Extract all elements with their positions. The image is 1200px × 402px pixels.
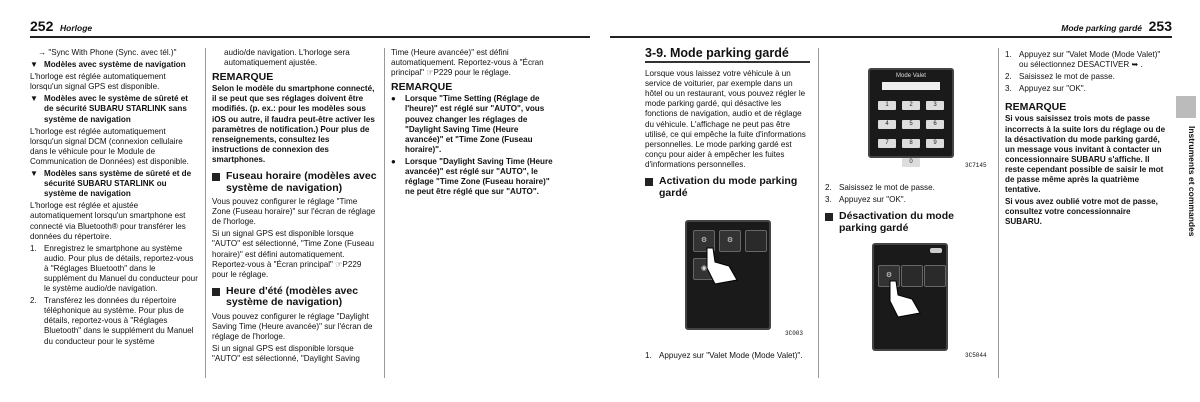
divider (205, 48, 206, 378)
right-header (610, 14, 1172, 38)
figure-screen-deactivation (872, 243, 948, 351)
figure-screen-password (868, 68, 954, 165)
para: L'horloge est réglée automatiquement lorsqu'un signal GPS est disponible. (30, 72, 166, 92)
toggle-switch[interactable] (930, 248, 942, 253)
list-item: 2. Saisissez le mot de passe. (825, 183, 935, 192)
app-icon (745, 230, 767, 252)
app-icon (924, 265, 946, 287)
bullet: ● Lorsque "Time Setting (Réglage de l'heure)" est réglé sur "AUTO", vous pouvez changer les réglages de "Daylight Saving Time (Heure avancée)" et "Time Zone (Fuseau horaire)". (391, 94, 545, 154)
side-tab (1176, 96, 1196, 118)
header-title: Mode parking gardé (1061, 23, 1142, 33)
right-col-3 (1005, 48, 1167, 230)
list-item: 3. Appuyez sur "OK". (1005, 84, 1086, 94)
header-title: Horloge (60, 23, 93, 33)
screen-title: Mode Valet (896, 73, 926, 79)
left-col-3 (391, 48, 559, 199)
key[interactable]: 0 (902, 158, 920, 167)
subheading-activation: Activation du mode parking gardé (645, 176, 810, 199)
figure-code: 3C7145 (965, 162, 987, 169)
arrow-item: → "Sync With Phone (Sync. avec tél.)" (38, 48, 177, 57)
para: L'horloge est réglée et ajustée automatiquement lorsqu'un smartphone est connecté via Bluetooth® pour transférer les données du répertoire. (30, 201, 186, 241)
keypad (870, 93, 952, 169)
subheading-dst: Heure d'été (modèles avec système de navigation) (212, 286, 377, 309)
divider (998, 48, 999, 378)
list-item: 2. Saisissez le mot de passe. (1005, 72, 1115, 82)
para: Vous pouvez configurer le réglage "Time Zone (Fuseau horaire)" sur l'écran de réglage de l'horloge. (212, 197, 376, 227)
key[interactable]: 6 (926, 120, 944, 129)
list-item: 2. Transférez les données du répertoire téléphonique au système. Pour plus de détails, reportez-vous à "Réglages Bluetooth" dans le supplément du Manuel du conducteur pour le système (30, 296, 194, 346)
app-icon: ◉ (693, 258, 715, 280)
para: L'horloge est réglée automatiquement lorsqu'un signal DCM (connexion cellulaire dans le véhicule pour le Module de Communication de Données) est disponible. (30, 126, 189, 166)
key[interactable]: 2 (902, 101, 920, 110)
list-item: 3. Appuyez sur "OK". (825, 195, 906, 205)
heading-nav: ▼ Modèles avec système de navigation (30, 60, 186, 70)
right-col-1-bottom (645, 349, 810, 363)
key[interactable]: 7 (878, 139, 896, 148)
key[interactable]: 8 (902, 139, 920, 148)
subheading-timezone: Fuseau horaire (modèles avec système de navigation) (212, 171, 377, 194)
figure-screen-activation (685, 220, 771, 330)
valet-mode-icon: ⚙ (878, 265, 900, 287)
key[interactable]: 1 (878, 101, 896, 110)
password-field[interactable] (882, 82, 940, 90)
key[interactable]: 3 (926, 101, 944, 110)
para: Lorsque vous laissez votre véhicule à un service de voiturier, par exemple dans un hôtel ou un restaurant, vous pouvez régler le mode parking gardé, qui désactive les fonctions de navigation, audio et de réglage du véhicule. L'affichage ne peut pas être utilisé, ce qui empêche la fuite d'informations personnelles. Le mode parking gardé est conçu pour aider à empêcher les fuites d'informations personnelles. (645, 69, 806, 169)
para: Time (Heure avancée)" est défini automatiquement. Reportez-vous à "Écran principal" ☞P229 pour le réglage. (391, 48, 544, 78)
section-title: 3-9. Mode parking gardé (645, 48, 810, 63)
remarque-text: Selon le modèle du smartphone connecté, il se peut que ses réglages doivent être modifiés. (p. ex.: pour les modèles sous iOS ou autre, il faudra peut-être activer les paramètres de notification.) Pour plus de renseignements, consultez les instructions de connexion des smartphones. (212, 84, 375, 164)
right-col-1 (645, 48, 810, 202)
remarque-heading: REMARQUE (391, 81, 453, 94)
para: Vous pouvez configurer le réglage "Daylight Saving Time (Heure avancée)" sur l'écran de réglage de l'horloge. (212, 311, 373, 341)
remarque-heading: REMARQUE (212, 71, 274, 84)
key[interactable]: 9 (926, 139, 944, 148)
figure-code: 3C5044 (965, 352, 987, 359)
right-col-2 (825, 181, 990, 237)
list-item: 1. Appuyez sur "Valet Mode (Mode Valet)" ou sélectionnez DESACTIVER ➥ . (1005, 50, 1161, 70)
page-number: 253 (1148, 18, 1172, 34)
divider (384, 48, 385, 378)
hand-pointer-icon (884, 277, 924, 319)
para: audio/de navigation. L'horloge sera automatiquement ajustée. (224, 48, 350, 68)
remarque-text: Si vous avez oublié votre mot de passe, consultez votre concessionnaire SUBARU. (1005, 197, 1158, 227)
valet-mode-icon: ⚙ (693, 230, 715, 252)
hand-pointer-icon (701, 244, 741, 286)
left-col-2 (212, 48, 377, 366)
key[interactable]: 4 (878, 120, 896, 129)
side-tab-label: Instruments et commandes (1187, 126, 1197, 237)
left-col-1 (30, 48, 198, 349)
bullet: ● Lorsque "Daylight Saving Time (Heure avancée)" est réglé sur "AUTO", le réglage "Time Zone (Fuseau horaire)" ne peut être réglé que sur "AUTO". (391, 156, 553, 197)
heading-starlink: ▼ Modèles avec le système de sûreté et de sécurité SUBARU STARLINK sans système de navigation (30, 94, 188, 124)
remarque-heading: REMARQUE (1005, 101, 1067, 114)
right-page (600, 0, 1200, 402)
key[interactable]: 5 (902, 120, 920, 129)
settings-icon: ⚙ (719, 230, 741, 252)
heading-no-starlink: ▼ Modèles sans système de sûreté et de sécurité SUBARU STARLINK ou système de navigation (30, 169, 192, 199)
para: Si un signal GPS est disponible lorsque "AUTO" est sélectionné, "Time Zone (Fuseau horaire)" est défini automatiquement. Reportez-vous à "Écran principal" ☞P229 pour le réglage. (212, 229, 375, 279)
figure-code: 3C003 (785, 330, 804, 337)
page-number: 252 (30, 18, 54, 34)
remarque-text: Si vous saisissez trois mots de passe incorrects à la suite lors du réglage ou de la désactivation du mode parking gardé, un message vous invitant à contacter un concessionnaire SUBARU s'affiche. Il reste cependant possible de saisir le mot de passe même après la quatrième tentative. (1005, 114, 1166, 195)
subheading-deactivation: Désactivation du mode parking gardé (825, 211, 990, 234)
divider (818, 48, 819, 378)
para: Si un signal GPS est disponible lorsque "AUTO" est sélectionné, "Daylight Saving (212, 344, 360, 364)
list-item: 1. Enregistrez le smartphone au système audio. Pour plus de détails, reportez-vous à "Réglages Bluetooth" dans le supplément du Manuel du conducteur pour le système audio/de navigation. (30, 243, 198, 294)
list-item: 1. Appuyez sur "Valet Mode (Mode Valet)". (645, 351, 803, 360)
left-header (30, 14, 590, 38)
